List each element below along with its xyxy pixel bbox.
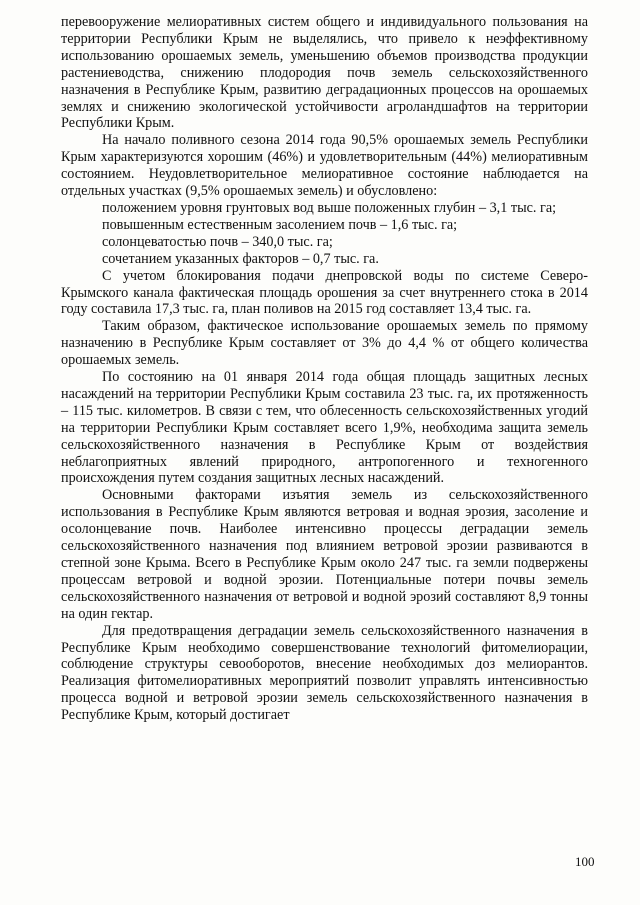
list-item-combination: сочетанием указанных факторов – 0,7 тыс. га. — [102, 250, 379, 267]
paragraph-forest: По состоянию на 01 января 2014 года общая площадь защитных лесных насаждений на территории Республики Крым составила 23 тыс. га, их протяженность – 115 тыс. километров. В связи с тем, что облесенность сельскохозяйственных угодий на территории Республики Крым составляет всего 1,9%, необходима защита земель сельскохозяйственного назначения в Республике Крым от воздействия неблагоприятных явлений природного, антропогенного и техногенного происхождения путем создания защитных лесных насаждений. — [61, 369, 588, 487]
paragraph-1: перевооружение мелиоративных систем общего и индивидуального пользования на территории Республики Крым не выделялись, что привело к неэффективному использованию орошаемых земель, уменьшению объемов производства продукции растениеводства, снижению плодородия почв земель сельскохозяйственного назначения в Республике Крым, развитию деградационных процессов на орошаемых землях и снижению экологической устойчивости агроландшафтов на территории Республики Крым. — [61, 14, 588, 132]
paragraph-prevention: Для предотвращения деградации земель сельскохозяйственного назначения в Республике Крым необходимо совершенствование технологий фитомелиорации, соблюдение структуры севооборотов, внесение необходимых доз мелиорантов. Реализация фитомелиоративных мероприятий позволит управлять интенсивностью процесса водной и ветровой эрозии земель сельскохозяйственного назначения в Республике Крым, который достигает — [61, 622, 588, 724]
paragraph-conclusion: Таким образом, фактическое использование орошаемых земель по прямому назначению в Республике Крым составляет от 3% до 4,4 % от общего количества орошаемых земель. — [61, 318, 588, 369]
page-number: 100 — [575, 854, 595, 869]
list-item-salinization: повышенным естественным засолением почв – 1,6 тыс. га; — [102, 216, 458, 233]
paragraph-2: На начало поливного сезона 2014 года 90,5% орошаемых земель Республики Крым характеризуются хорошим (46%) и удовлетворительным (44%) мелиоративным состоянием. Неудовлетворительное мелиоративное состояние наблюдается на отдельных участках (9,5% орошаемых земель) и обусловлено: — [61, 132, 588, 200]
body-text — [61, 14, 588, 724]
list-item-solonetz: солонцеватостью почв – 340,0 тыс. га; — [102, 233, 333, 250]
paragraph-erosion: Основными факторами изъятия земель из сельскохозяйственного использования в Республике Крым являются ветровая и водная эрозия, засоление и осолонцевание почв. Наиболее интенсивно процессы деградации земель сельскохозяйственного назначения под влиянием ветровой эрозии развиваются в степной зоне Крыма. Всего в Республике Крым около 247 тыс. га земли подвержены процессам ветровой и водной эрозии. Потенциальные потери почвы земель сельскохозяйственного назначения от ветровой и водной эрозий составляют 8,9 тонны на один гектар. — [61, 487, 588, 622]
list-item-groundwater: положением уровня грунтовых вод выше положенных глубин – 3,1 тыс. га; — [102, 199, 557, 216]
paragraph-canal: С учетом блокирования подачи днепровской воды по системе Северо-Крымского канала фактическая площадь орошения за счет внутреннего стока в 2014 году составила 17,3 тыс. га, план поливов на 2015 год составляет 13,4 тыс. га. — [61, 267, 588, 318]
